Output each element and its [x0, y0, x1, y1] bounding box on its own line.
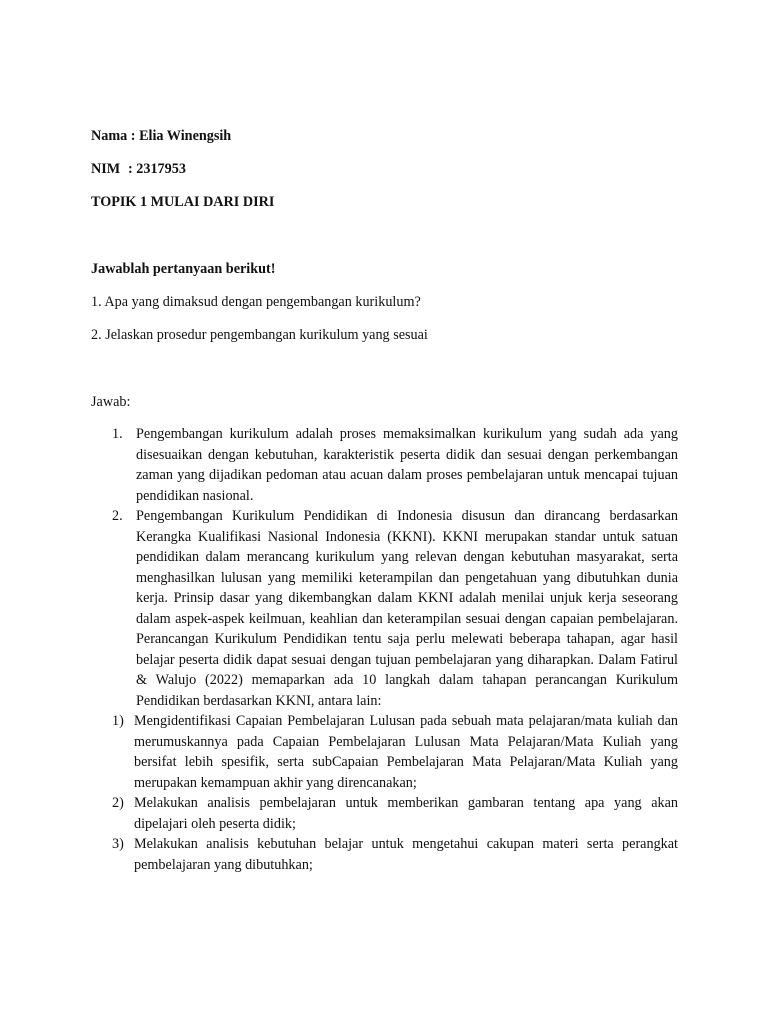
nim-label: NIM — [91, 161, 121, 177]
step-item — [112, 793, 678, 834]
nim-value: : 2317953 — [128, 161, 186, 177]
step-number: 3) — [112, 836, 124, 852]
question-instruction: Jawablah pertanyaan berikut! — [91, 260, 276, 277]
student-nim — [91, 159, 678, 180]
answer-label: Jawab: — [91, 393, 131, 410]
answer-text: Pengembangan kurikulum adalah proses memaksimalkan kurikulum yang sudah ada yang disesuaikan dengan kebutuhan, karakteristik peserta didik dan sesuai dengan perkembangan zaman yang dijadikan pedoman atau acuan dalam proses pembelajaran untuk mencapai tujuan pendidikan nasional. — [136, 426, 678, 504]
answer-item-2 — [91, 506, 678, 875]
step-item — [112, 711, 678, 793]
step-text: Mengidentifikasi Capaian Pembelajaran Lulusan pada sebuah mata pelajaran/mata kuliah dan merumuskannya pada Capaian Pembelajaran Lulusan Mata Pelajaran/Mata Kuliah yang bersifat lebih spesifik, serta subCapaian Pembelajaran Mata Pelajaran/Mata Kuliah yang merupakan kemampuan akhir yang direncanakan; — [134, 713, 678, 791]
document-page — [91, 126, 678, 875]
step-number: 2) — [112, 795, 124, 811]
step-item — [112, 834, 678, 875]
answer-list — [91, 424, 678, 875]
question-1: 1. Apa yang dimaksud dengan pengembangan kurikulum? — [91, 294, 421, 310]
answer-number: 2. — [112, 508, 123, 524]
step-text: Melakukan analisis pembelajaran untuk memberikan gambaran tentang apa yang akan dipelajari oleh peserta didik; — [134, 795, 678, 832]
answer-text: Pengembangan Kurikulum Pendidikan di Indonesia disusun dan dirancang berdasarkan Kerangka Kualifikasi Nasional Indonesia (KKNI). KKNI merupakan standar untuk satuan pendidikan dalam merancang kurikulum yang relevan dengan kebutuhan masyarakat, serta menghasilkan lulusan yang memiliki keterampilan dan pengetahuan yang dibutuhkan dunia kerja. Prinsip dasar yang dikembangkan dalam KKNI adalah menilai unjuk kerja seseorang dalam aspek-aspek keilmuan, keahlian dan keterampilan sesuai dengan capaian pembelajaran. Perancangan Kurikulum Pendidikan tentu saja perlu melewati beberapa tahapan, agar hasil belajar peserta didik dapat sesuai dengan tujuan pembelajaran yang diharapkan. Dalam Fatirul & Walujo (2022) memaparkan ada 10 langkah dalam tahapan perancangan Kurikulum Pendidikan berdasarkan KKNI, antara lain: — [136, 508, 678, 709]
steps-list — [112, 711, 678, 875]
step-text: Melakukan analisis kebutuhan belajar untuk mengetahui cakupan materi serta perangkat pembelajaran yang dibutuhkan; — [134, 836, 678, 873]
student-name: Nama : Elia Winengsih — [91, 128, 232, 144]
topic-title: TOPIK 1 MULAI DARI DIRI — [91, 194, 275, 210]
answer-item-1 — [91, 424, 678, 506]
step-number: 1) — [112, 713, 124, 729]
question-2: 2. Jelaskan prosedur pengembangan kurikulum yang sesuai — [91, 327, 428, 343]
answer-number: 1. — [112, 426, 123, 442]
